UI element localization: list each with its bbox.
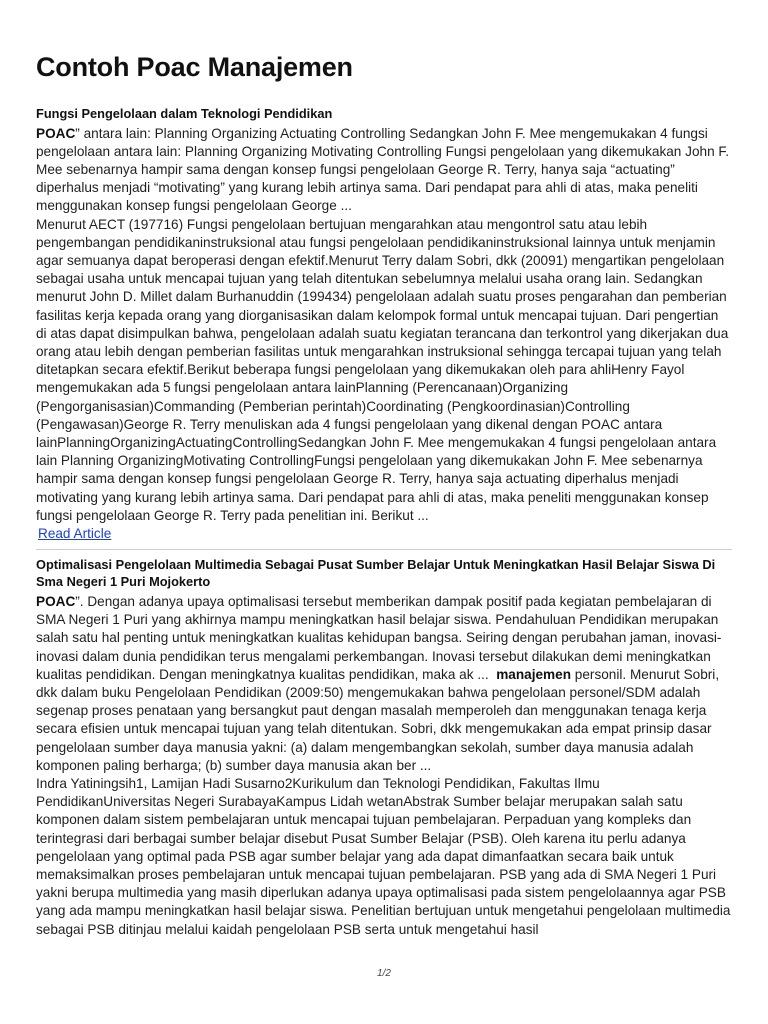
read-article-link[interactable]: Read Article: [38, 525, 112, 541]
page-title: Contoh Poac Manajemen: [36, 52, 353, 82]
article-2-heading: Optimalisasi Pengelolaan Multimedia Sebagai Pusat Sumber Belajar Untuk Meningkatkan Hasil Belajar Siswa Di Sma Negeri 1 Puri Mojokerto: [36, 556, 716, 590]
article-1-body: ” antara lain: Planning Organizing Actuating Controlling Sedangkan John F. Mee mengemukakan 4 fungsi pengelolaan antara lain: Planning Organizing Motivating Controlling Fungsi pengelolaan yang dikemukakan John F. Mee sebenarnya hampir sama dengan konsep fungsi pengelolaan George R. Terry, hanya saja “actuating” diperhalus menjadi “motivating” yang kurang lebih artinya sama. Dari pendapat para ahli di atas, maka peneliti menggunakan konsep fungsi pengelolaan George ... Menurut AECT (197716) Fungsi pengelolaan bertujuan mengarahkan atau mengontrol satu atau lebih pengembangan pendidikaninstruksional atau fungsi pengelolaan pendidikaninstruksional lainnya untuk menjamin agar semuanya dapat beroperasi dengan efektif.Menurut Terry dalam Sobri, dkk (20091) mengartikan pengelolaan sebagai usaha untuk mencapai tujuan yang telah ditentukan sebelumnya melalui usaha orang lain. Sedangkan menurut John D. Millet dalam Burhanuddin (199434) pengelolaan adalah suatu proses pengarahan dan pemberian fasilitas kerja kepada orang yang diorganisasikan dalam kelompok formal untuk mencapai tujuan. Dari pengertian di atas dapat disimpulkan bahwa, pengelolaan adalah suatu kegiatan terancana dan terkontrol yang dikerjakan dua orang atau lebih dengan pemberian fasilitas untuk mengarahkan instruksional sehingga tercapai tujuan yang telah ditetapkan secara efektif.Berikut beberapa fungsi pengelolaan yang dikemukakan oleh para ahliHenry Fayol mengemukakan ada 5 fungsi pengelolaan antara lainPlanning (Perencanaan)Organizing (Pengorganisasian)Commanding (Pemberian perintah)Coordinating (Pengkoordinasian)Controlling (Pengawasan)George R. Terry menuliskan ada 4 fungsi pengelolaan yang dikenal dengan POAC antara lainPlanningOrganizingActuatingControllingSedangkan John F. Mee mengemukakan 4 fungsi pengelolaan antara lain Planning OrganizingMotivating ControllingFungsi pengelolaan yang dikemukakan John F. Mee sebenarnya hampir sama dengan konsep fungsi pengelolaan George R. Terry, hanya saja actuating diperhalus menjadi motivating yang kurang lebih artinya sama. Dari pendapat para ahli di atas, maka peneliti menggunakan konsep fungsi pengelolaan George R. Terry pada penelitian ini. Berikut ...: [36, 125, 729, 523]
page-number: 1/2: [377, 968, 391, 979]
article-2-body-part-1: ”. Dengan adanya upaya optimalisasi tersebut memberikan dampak positif pada kegiatan pembelajaran di SMA Negeri 1 Puri yang akhirnya mampu meningkatkan hasil belajar siswa. Pendahuluan Pendidikan merupakan salah satu hal penting untuk meningkatkan kualitas kehidupan bangsa. Seiring dengan perubahan jaman, inovasi-inovasi dalam dunia pendidikan terus mengalami perkembangan. Inovasi tersebut dilakukan demi meningkatkan kualitas pendidikan. Dengan meningkatnya kualitas pendidikan, maka ak ...: [36, 593, 723, 682]
article-2-mid-keyword: manajemen: [496, 666, 572, 682]
article-2-text: [36, 593, 732, 939]
article-1-lead-keyword: POAC: [36, 125, 76, 141]
article-2: [36, 556, 732, 939]
article-1: [36, 105, 732, 543]
article-divider: [36, 549, 732, 550]
article-1-text: [36, 125, 732, 525]
article-2-lead-keyword: POAC: [36, 593, 76, 609]
article-2-body-part-2: personil. Menurut Sobri, dkk dalam buku Pengelolaan Pendidikan (2009:50) mengemukakan bahwa pengelolaan personel/SDM adalah segenap proses penataan yang bersangkut paut dengan masalah memperoleh dan menggunakan tenaga kerja secara efisien untuk mencapai tujuan yang telah ditentukan. Sobri, dkk mengemukakan ada empat prinsip dasar pengelolaan sumber daya manusia yakni: (a) dalam mengembangkan sekolah, sumber daya manusia adalah komponen paling berharga; (b) sumber daya manusia akan ber ... Indra Yatiningsih1, Lamijan Hadi Susarno2Kurikulum dan Teknologi Pendidikan, Fakultas Ilmu PendidikanUniversitas Negeri SurabayaKampus Lidah wetanAbstrak Sumber belajar merupakan salah satu komponen dalam sistem pembelajaran untuk mencapai tujuan pembelajaran. Perpaduan yang kompleks dan terintegrasi dari berbagai sumber belajar disebut Pusat Sumber Belajar (PSB). Oleh karena itu perlu adanya pengelolaan yang optimal pada PSB agar sumber belajar yang ada dapat dimanfaatkan secara baik untuk memaksimalkan proses pembelajaran untuk mencapai tujuan pembelajaran. PSB yang ada di SMA Negeri 1 Puri yakni berupa multimedia yang masih diperlukan adanya upaya optimalisasi pada sistem pengelolaannya agar PSB yang ada mampu meningkatkan hasil belajar siswa. Penelitian bertujuan untuk mengetahui pengelolaan multimedia sebagai PSB ditinjau melalui kaidah pengelolaan PSB serta untuk mengetahui hasil: [36, 666, 731, 937]
article-1-heading: Fungsi Pengelolaan dalam Teknologi Pendidikan: [36, 106, 333, 121]
